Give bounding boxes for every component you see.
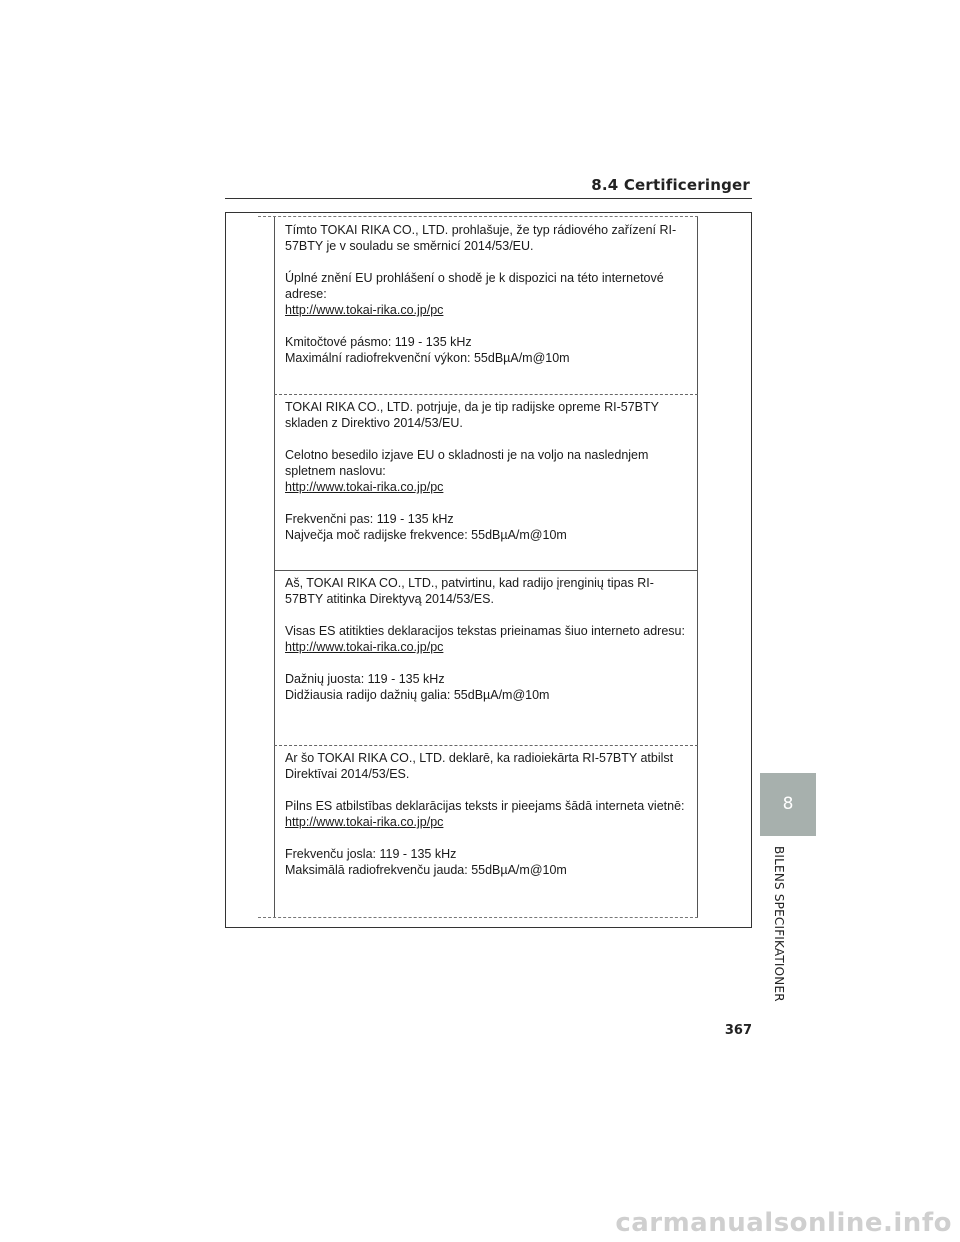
declaration-link[interactable]: http://www.tokai-rika.co.jp/pc (285, 815, 444, 829)
declaration-statement: Ar šo TOKAI RIKA CO., LTD. deklarē, ka radioiekārta RI-57BTY atbilst Direktīvai 2014/53/ES. (285, 751, 674, 781)
header-divider (225, 198, 752, 199)
frequency-info (285, 671, 687, 703)
frequency-band: Kmitočtové pásmo: 119 - 135 kHz (285, 335, 472, 349)
section-heading: 8.4 Certificeringer (591, 176, 750, 194)
declaration-latvian (285, 750, 687, 878)
declaration-availability (285, 270, 687, 318)
declaration-availability (285, 623, 687, 655)
section-divider (274, 570, 698, 571)
declaration-link[interactable]: http://www.tokai-rika.co.jp/pc (285, 640, 444, 654)
declaration-czech (285, 222, 687, 366)
max-power: Maksimālā radiofrekvenču jauda: 55dBµA/m@10m (285, 863, 567, 877)
document-bottom-rule (258, 917, 698, 918)
declaration-availability (285, 447, 687, 495)
section-divider (274, 394, 698, 395)
declaration-statement: Aš, TOKAI RIKA CO., LTD., patvirtinu, kad radijo įrenginių tipas RI-57BTY atitinka Direktyvą 2014/53/ES. (285, 576, 654, 606)
frequency-info (285, 846, 687, 878)
declaration-statement: Tímto TOKAI RIKA CO., LTD. prohlašuje, že typ rádiového zařízení RI-57BTY je v souladu se směrnicí 2014/53/EU. (285, 223, 677, 253)
declaration-slovenian (285, 399, 687, 543)
page-number: 367 (724, 1023, 752, 1038)
availability-text: Úplné znění EU prohlášení o shodě je k dispozici na této internetové adrese: (285, 271, 664, 301)
availability-text: Celotno besedilo izjave EU o skladnosti je na voljo na naslednjem spletnem naslovu: (285, 448, 649, 478)
declaration-lithuanian (285, 575, 687, 703)
frequency-band: Dažnių juosta: 119 - 135 kHz (285, 672, 445, 686)
chapter-label: BILENS SPECIFIKATIONER (772, 846, 786, 1002)
declaration-link[interactable]: http://www.tokai-rika.co.jp/pc (285, 303, 444, 317)
max-power: Maximální radiofrekvenční výkon: 55dBµA/m@10m (285, 351, 570, 365)
frequency-info (285, 334, 687, 366)
availability-text: Visas ES atitikties deklaracijos tekstas prieinamas šiuo interneto adresu: (285, 624, 685, 638)
watermark: carmanualsonline.info (615, 1208, 952, 1238)
declaration-statement: TOKAI RIKA CO., LTD. potrjuje, da je tip radijske opreme RI-57BTY skladen z Direktivo 2014/53/EU. (285, 400, 659, 430)
declaration-link[interactable]: http://www.tokai-rika.co.jp/pc (285, 480, 444, 494)
document-top-rule (258, 216, 698, 217)
frequency-band: Frekvenču josla: 119 - 135 kHz (285, 847, 457, 861)
frequency-band: Frekvenčni pas: 119 - 135 kHz (285, 512, 454, 526)
max-power: Največja moč radijske frekvence: 55dBµA/m@10m (285, 528, 567, 542)
max-power: Didžiausia radijo dažnių galia: 55dBµA/m@10m (285, 688, 550, 702)
availability-text: Pilns ES atbilstības deklarācijas teksts ir pieejams šādā interneta vietnē: (285, 799, 685, 813)
declaration-availability (285, 798, 687, 830)
frequency-info (285, 511, 687, 543)
section-divider (274, 745, 698, 746)
chapter-number: 8 (782, 794, 794, 814)
